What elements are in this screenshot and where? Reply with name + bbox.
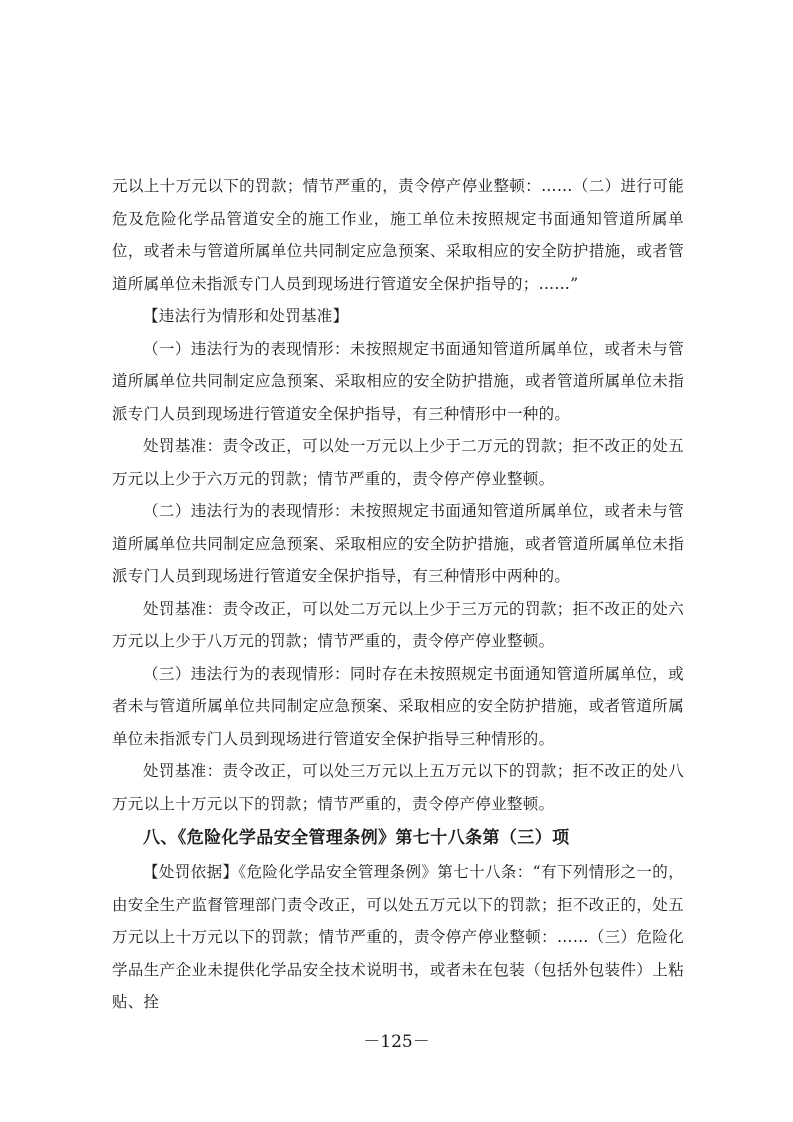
paragraph-case-3: （三）违法行为的表现情形：同时存在未按照规定书面通知管道所属单位，或者未与管道所属单位共同制定应急预案、采取相应的安全防护措施，或者管道所属单位未指派专门人员到现场进行管道安全保护指导三种情形的。 [112,664,684,748]
page-number: －125－ [363,1032,430,1052]
paragraph-heading-violation-standards: 【违法行为情形和处罚基准】 [143,307,349,325]
paragraph-penalty-2: 处罚基准：责令改正，可以处二万元以上少于三万元的罚款；拒不改正的处六万元以上少于八万元的罚款；情节严重的，责令停产停业整顿。 [112,599,684,650]
paragraph-case-2: （二）违法行为的表现情形：未按照规定书面通知管道所属单位，或者未与管道所属单位共同制定应急预案、采取相应的安全防护措施，或者管道所属单位未指派专门人员到现场进行管道安全保护指导，有三种情形中两种的。 [112,502,684,585]
document-body [112,170,684,1019]
paragraph-case-1: （一）违法行为的表现情形：未按照规定书面通知管道所属单位，或者未与管道所属单位共同制定应急预案、采取相应的安全防护措施，或者管道所属单位未指派专门人员到现场进行管道安全保护指导，有三种情形中一种的。 [112,339,684,423]
paragraph-penalty-basis: 【处罚依据】《危险化学品安全管理条例》第七十八条：“有下列情形之一的，由安全生产监督管理部门责令改正，可以处五万元以下的罚款；拒不改正的，处五万元以上十万元以下的罚款；情节严重的，责令停产停业整顿：……（三）危险化学品生产企业未提供化学品安全技术说明书，或者未在包装（包括外包装件）上粘贴、拴 [112,863,684,1011]
paragraph-penalty-3: 处罚基准：责令改正，可以处三万元以上五万元以下的罚款；拒不改正的处八万元以上十万元以下的罚款；情节严重的，责令停产停业整顿。 [112,762,684,813]
section-heading: 八、《危险化学品安全管理条例》第七十八条第（三）项 [143,828,570,848]
paragraph-continuation: 元以上十万元以下的罚款；情节严重的，责令停产停业整顿：……（二）进行可能危及危险化学品管道安全的施工作业，施工单位未按照规定书面通知管道所属单位，或者未与管道所属单位共同制定应急预案、采取相应的安全防护措施，或者管道所属单位未指派专门人员到现场进行管道安全保护指导的；……” [112,177,684,293]
paragraph-penalty-1: 处罚基准：责令改正，可以处一万元以上少于二万元的罚款；拒不改正的处五万元以上少于六万元的罚款；情节严重的，责令停产停业整顿。 [112,437,684,488]
